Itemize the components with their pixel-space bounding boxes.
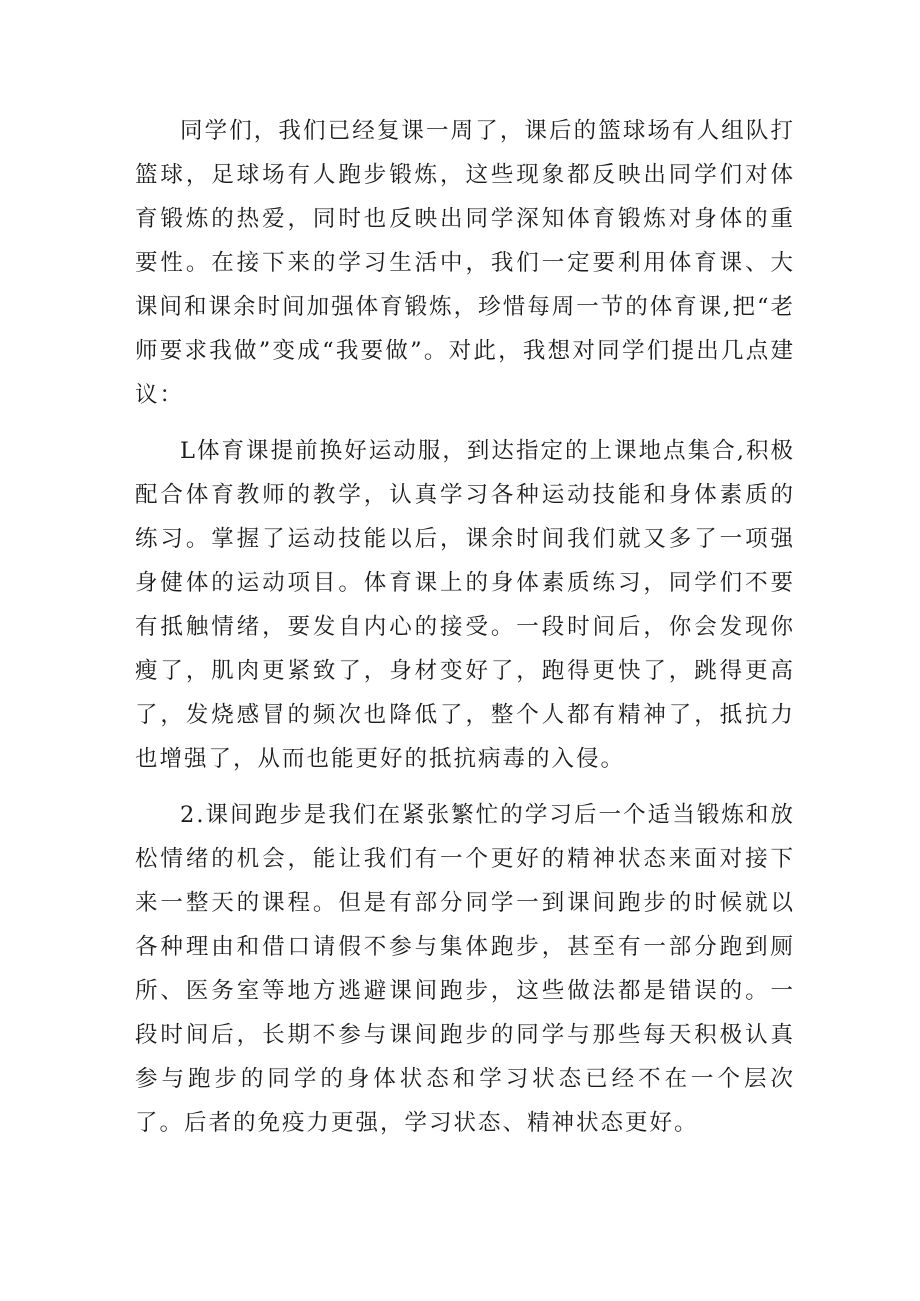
paragraph-intro: 同学们，我们已经复课一周了，课后的篮球场有人组队打篮球，足球场有人跑步锻炼，这些现象都反映出同学们对体育锻炼的热爱，同时也反映出同学深知体育锻炼对身体的重要性。在接下来的学习生活中，我们一定要利用体育课、大课间和课余时间加强体育锻炼，珍惜每周一节的体育课,把“老师要求我做”变成“我要做”。对此，我想对同学们提出几点建议： [135,118,795,408]
document-body [135,109,795,1157]
paragraph-suggestion-1: L体育课提前换好运动服，到达指定的上课地点集合,积极配合体育教师的教学，认真学习各种运动技能和身体素质的练习。掌握了运动技能以后，课余时间我们就又多了一项强身健体的运动项目。体育课上的身体素质练习，同学们不要有抵触情绪，要发自内心的接受。一段时间后，你会发现你瘦了，肌肉更紧致了，身材变好了，跑得更快了，跳得更高了，发烧感冒的频次也降低了，整个人都有精神了，抵抗力也增强了，从而也能更好的抵抗病毒的入侵。 [135,438,795,772]
paragraph-suggestion-2: 2.课间跑步是我们在紧张繁忙的学习后一个适当锻炼和放松情绪的机会，能让我们有一个更好的精神状态来面对接下来一整天的课程。但是有部分同学一到课间跑步的时候就以各种理由和借口请假不参与集体跑步，甚至有一部分跑到厕所、医务室等地方逃避课间跑步，这些做法都是错误的。一段时间后，长期不参与课间跑步的同学与那些每天积极认真参与跑步的同学的身体状态和学习状态已经不在一个层次了。后者的免疫力更强，学习状态、精神状态更好。 [135,802,795,1136]
